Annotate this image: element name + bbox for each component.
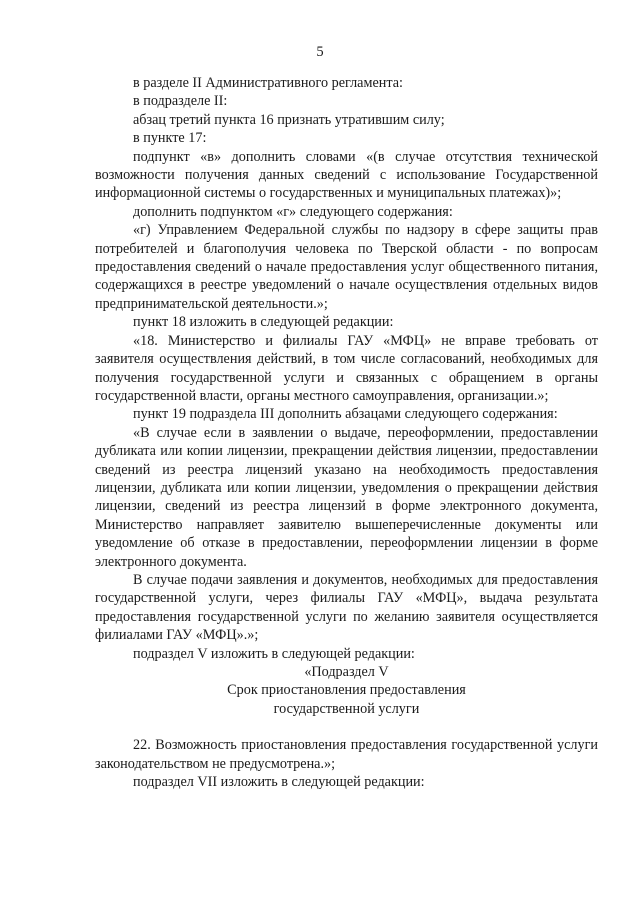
document-body	[95, 74, 598, 791]
paragraph: в подразделе II:	[133, 93, 228, 110]
paragraph: В случае подачи заявления и документов, необходимых для предоставления государственной услуги, через филиалы ГАУ «МФЦ», выдача результата предоставления государственной услуги по желанию заявителя осуществляется филиалами ГАУ «МФЦ».»;	[95, 571, 598, 644]
paragraph: подпункт «в» дополнить словами «(в случае отсутствия технической возможности получения данных сведений с использование Государственной информационной системы о государственных и муниципальных платежах)»;	[95, 148, 598, 202]
section-heading: «Подраздел V	[304, 664, 389, 680]
paragraph: абзац третий пункта 16 признать утратившим силу;	[133, 111, 445, 128]
paragraph: «В случае если в заявлении о выдаче, переоформлении, предоставлении дубликата или копии лицензии, прекращении действия лицензии, предоставлении сведений из реестра лицензий указано на необходимость предоставления лицензии, дубликата или копии лицензии, уведомления о прекращении действия лицензии, сведений из реестра лицензий в форме электронного документа, Министерство направляет заявителю вышеперечисленные документы или уведомление об отказе в предоставлении, переоформлении лицензии в форме электронного документа.	[95, 424, 598, 570]
section-heading: Срок приостановления предоставления	[227, 682, 466, 699]
paragraph: дополнить подпунктом «г» следующего содержания:	[133, 203, 453, 220]
page-number: 5	[316, 44, 324, 60]
paragraph: «г) Управлением Федеральной службы по надзору в сфере защиты прав потребителей и благополучия человека по Тверской области - по вопросам предоставления сведений о начале предоставления услуг общественного питания, содержащихся в реестре уведомлений о начале осуществления отдельных видов предпринимательской деятельности.»;	[95, 222, 598, 312]
paragraph: в разделе II Административного регламента:	[133, 75, 403, 91]
paragraph: в пункте 17:	[133, 130, 207, 147]
paragraph: подраздел VII изложить в следующей редакции:	[133, 774, 425, 791]
paragraph: подраздел V изложить в следующей редакции:	[133, 645, 415, 662]
paragraph: пункт 18 изложить в следующей редакции:	[133, 314, 394, 331]
paragraph: 22. Возможность приостановления предоставления государственной услуги законодательством не предусмотрена.»;	[95, 737, 598, 772]
spacer	[95, 718, 598, 736]
paragraph: пункт 19 подраздела III дополнить абзацами следующего содержания:	[133, 406, 558, 423]
section-heading: государственной услуги	[273, 700, 420, 717]
paragraph: «18. Министерство и филиалы ГАУ «МФЦ» не вправе требовать от заявителя осуществления действий, в том числе согласований, необходимых для получения государственной услуги и связанных с обращением в органы государственной власти, органы местного самоуправления, организации.»;	[95, 332, 598, 404]
